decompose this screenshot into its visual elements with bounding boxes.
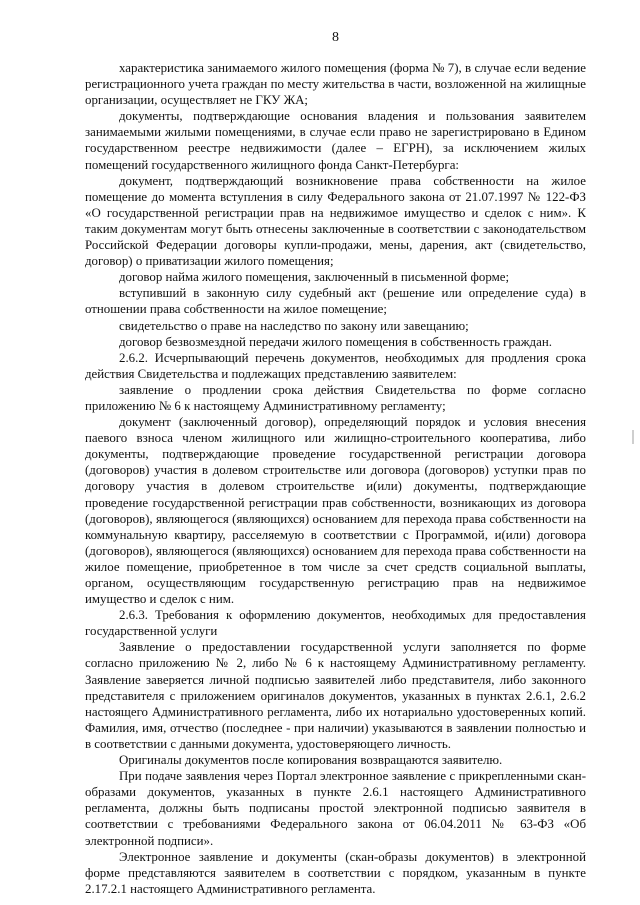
scan-edge-mark — [632, 430, 634, 444]
paragraph-free-transfer-contract: договор безвозмездной передачи жилого помещения в собственность граждан. — [119, 334, 552, 349]
paragraph-inheritance-certificate: свидетельство о праве на наследство по закону или завещанию; — [119, 318, 469, 333]
paragraph-electronic-documents: Электронное заявление и документы (скан-образы документов) в электронной форме представляются заявителем в соответствии с порядком, указанным в пункте 2.17.2.1 настоящего Административного регламента. — [85, 849, 586, 896]
paragraph-ownership-before-122fz: документ, подтверждающий возникновение права собственности на жилое помещение до момента вступления в силу Федерального закона от 21.07.1997 № 122-ФЗ «О государственной регистрации прав на недвижимое имущество и сделок с ним». К таким документам могут быть отнесены заключенные в соответствии с законодательством Российской Федерации договоры купли-продажи, мены, дарения, акт (свидетельство, договор) о приватизации жилого помещения; — [85, 173, 586, 269]
page-number: 8 — [332, 30, 339, 45]
paragraph-extension-application: заявление о продлении срока действия Свидетельства по форме согласно приложению № 6 к настоящему Административному регламенту; — [85, 382, 586, 413]
paragraph-ownership-documents: документы, подтверждающие основания владения и пользования заявителем занимаемыми жилыми помещениями, в случае если право не зарегистрировано в Едином государственном реестре недвижимости (далее – ЕГРН), за исключением жилых помещений государственного жилищного фонда Санкт-Петербурга: — [85, 109, 586, 172]
paragraph-application-form: Заявление о предоставлении государственной услуги заполняется по форме согласно приложению № 2, либо № 6 к настоящему Административному регламенту. Заявление заверяется личной подписью заявителей либо представителя, либо законного представителя с приложением оригиналов документов, указанных в пунктах 2.6.1, 2.6.2 настоящего Административного регламента, либо их нотариально удостоверенных копий. Фамилия, имя, отчество (последнее - при наличии) указываются в заявлении полностью и в соответствии с данными документа, удостоверяющего личность. — [85, 640, 586, 751]
paragraph-section-2-6-3: 2.6.3. Требования к оформлению документов, необходимых для предоставления государственной услуги — [85, 608, 586, 639]
paragraph-housing-characteristic: характеристика занимаемого жилого помещения (форма № 7), в случае если ведение регистрационного учета граждан по месту жительства в части, возложенной на жилищные организации, осуществляет не ГКУ ЖА; — [85, 61, 586, 108]
paragraph-portal-submission: При подаче заявления через Портал электронное заявление с прикрепленными скан-образами документов, указанных в пункте 2.6.1 настоящего Административного регламента, должны быть подписаны простой электронной подписью заявителя в соответствии с требованиями Федерального закона от 06.04.2011 № 63-ФЗ «Об электронной подписи». — [85, 769, 586, 848]
document-body — [85, 60, 586, 897]
paragraph-section-2-6-2: 2.6.2. Исчерпывающий перечень документов, необходимых для продления срока действия Свидетельства и подлежащих представлению заявителем: — [85, 350, 586, 381]
paragraph-tenancy-contract: договор найма жилого помещения, заключенный в письменной форме; — [119, 270, 510, 285]
paragraph-court-act: вступивший в законную силу судебный акт (решение или определение суда) в отношении права собственности на жилое помещение; — [85, 286, 586, 317]
paragraph-cooperative-contract: документ (заключенный договор), определяющий порядок и условия внесения паевого взноса членом жилищного или жилищно-строительного кооператива, либо документы, подтверждающие проведение государственной регистрации договора (договоров) участия в долевом строительстве или договора (договоров) уступки прав по договору участия в долевом строительстве и(или) документы, подтверждающие проведение государственной регистрации прав собственности, возникающих из договора (договоров), являющегося (являющихся) основанием для перехода права собственности на коммунальную квартиру, расселяемую в соответствии с Программой, и(или) договора (договоров), являющегося (являющихся) основанием для перехода права собственности на жилое помещение, приобретенное в том числе за счет средств социальной выплаты, органом, осуществляющим государственную регистрацию прав на недвижимое имущество и сделок с ним. — [85, 415, 586, 607]
paragraph-originals-returned: Оригиналы документов после копирования возвращаются заявителю. — [119, 753, 503, 768]
